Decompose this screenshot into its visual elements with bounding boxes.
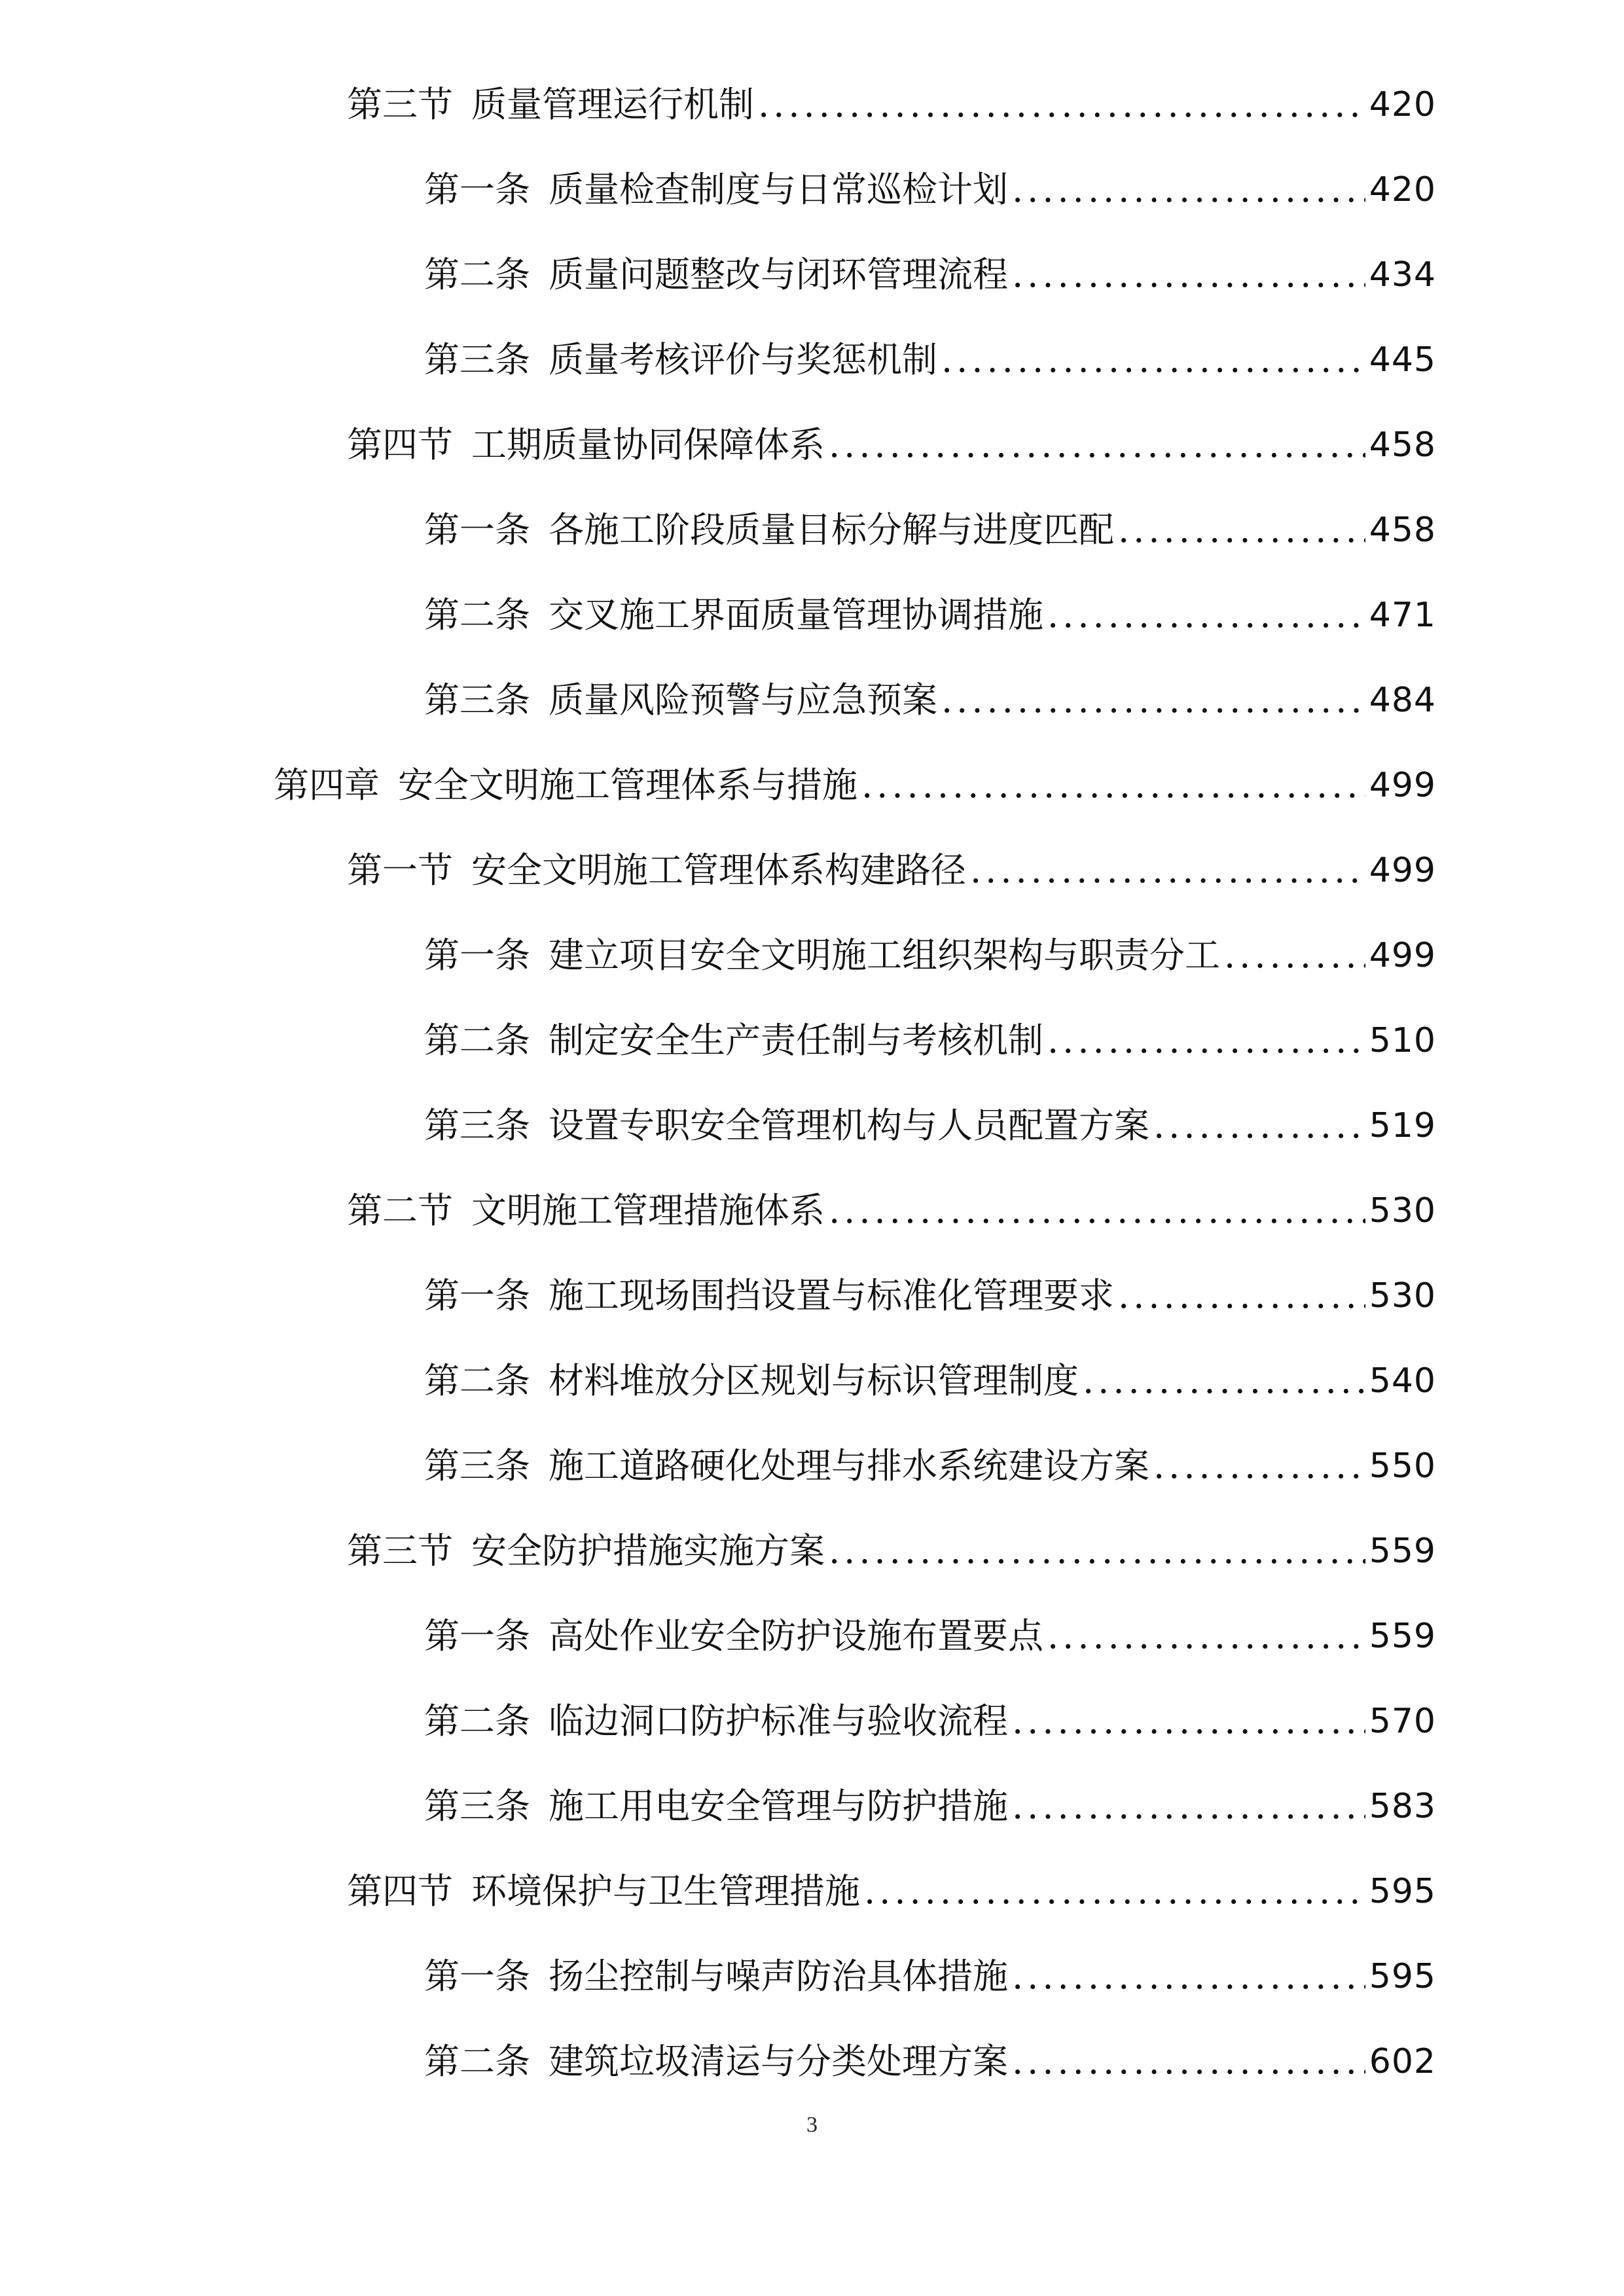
toc-dot-leader bbox=[1012, 164, 1365, 216]
toc-entry[interactable] bbox=[424, 334, 1436, 386]
toc-page-number: 420 bbox=[1369, 170, 1436, 209]
toc-title: 质量问题整改与闭环管理流程 bbox=[549, 254, 1008, 295]
toc-dot-leader bbox=[864, 1865, 1365, 1918]
toc-dot-leader bbox=[1012, 2036, 1365, 2088]
toc-entry[interactable] bbox=[347, 844, 1436, 897]
toc-page-number: 445 bbox=[1369, 340, 1436, 380]
toc-dot-leader bbox=[1012, 1950, 1365, 2003]
toc-title: 安全防护措施实施方案 bbox=[471, 1530, 825, 1571]
toc-entry[interactable] bbox=[347, 1525, 1436, 1577]
toc-entry[interactable] bbox=[424, 1440, 1436, 1492]
toc-title: 安全文明施工管理体系构建路径 bbox=[471, 850, 966, 891]
toc-page-number: 540 bbox=[1369, 1361, 1436, 1401]
toc-dot-leader bbox=[1012, 249, 1365, 301]
toc-page-number: 519 bbox=[1369, 1106, 1436, 1145]
toc-entry[interactable] bbox=[424, 249, 1436, 301]
toc-label: 第三条 bbox=[424, 1445, 530, 1486]
toc-entry[interactable] bbox=[424, 1610, 1436, 1662]
toc-dot-leader bbox=[941, 334, 1365, 386]
toc-entry[interactable] bbox=[424, 164, 1436, 216]
toc-title: 制定安全生产责任制与考核机制 bbox=[549, 1020, 1043, 1061]
toc-title: 施工现场围挡设置与标准化管理要求 bbox=[549, 1275, 1114, 1316]
toc-page-number: 550 bbox=[1369, 1446, 1436, 1486]
toc-page-number: 530 bbox=[1369, 1191, 1436, 1230]
toc-title: 质量风险预警与应急预案 bbox=[549, 679, 937, 721]
toc-page-number: 434 bbox=[1369, 255, 1436, 295]
toc-label: 第二条 bbox=[424, 254, 530, 295]
toc-dot-leader bbox=[1153, 1100, 1365, 1152]
toc-label: 第二条 bbox=[424, 1700, 530, 1742]
toc-page-number: 499 bbox=[1369, 766, 1436, 805]
toc-dot-leader bbox=[829, 1525, 1365, 1577]
toc-label: 第三节 bbox=[347, 84, 453, 125]
toc-title: 质量检查制度与日常巡检计划 bbox=[549, 169, 1008, 210]
toc-dot-leader bbox=[970, 844, 1365, 897]
toc-title: 工期质量协同保障体系 bbox=[471, 424, 825, 465]
toc-dot-leader bbox=[829, 1185, 1365, 1237]
toc-title: 建立项目安全文明施工组织架构与职责分工 bbox=[549, 935, 1220, 976]
toc-dot-leader bbox=[1118, 504, 1365, 556]
toc-title: 安全文明施工管理体系与措施 bbox=[398, 764, 857, 806]
toc-page-number: 420 bbox=[1369, 85, 1436, 124]
toc-page-number: 595 bbox=[1369, 1872, 1436, 1911]
toc-dot-leader bbox=[1153, 1440, 1365, 1492]
toc-title: 环境保护与卫生管理措施 bbox=[471, 1871, 860, 1912]
toc-label: 第二条 bbox=[424, 1020, 530, 1061]
toc-title: 质量管理运行机制 bbox=[471, 84, 754, 125]
toc-title: 设置专职安全管理机构与人员配置方案 bbox=[549, 1105, 1149, 1146]
toc-page-number: 499 bbox=[1369, 851, 1436, 890]
toc-entry[interactable] bbox=[424, 1270, 1436, 1322]
toc-label: 第四章 bbox=[274, 764, 380, 806]
toc-dot-leader bbox=[1012, 1780, 1365, 1833]
toc-entry[interactable] bbox=[424, 1780, 1436, 1833]
toc-entry[interactable] bbox=[424, 504, 1436, 556]
toc-entry[interactable] bbox=[424, 1100, 1436, 1152]
toc-dot-leader bbox=[758, 79, 1365, 131]
toc-entry[interactable] bbox=[424, 589, 1436, 641]
footer-page-number: 3 bbox=[806, 2113, 818, 2137]
toc-page-number: 510 bbox=[1369, 1021, 1436, 1060]
toc-label: 第二条 bbox=[424, 594, 530, 636]
toc-title: 建筑垃圾清运与分类处理方案 bbox=[549, 2041, 1008, 2082]
toc-dot-leader bbox=[1047, 1610, 1365, 1662]
toc-dot-leader bbox=[1224, 929, 1365, 982]
toc-title: 各施工阶段质量目标分解与进度匹配 bbox=[549, 509, 1114, 550]
toc-page-number: 559 bbox=[1369, 1617, 1436, 1656]
toc-label: 第二条 bbox=[424, 2041, 530, 2082]
toc-dot-leader bbox=[829, 419, 1365, 471]
toc-entry[interactable] bbox=[274, 759, 1436, 812]
toc-entry[interactable] bbox=[424, 1695, 1436, 1748]
toc-label: 第一节 bbox=[347, 850, 453, 891]
toc-label: 第三节 bbox=[347, 1530, 453, 1571]
toc-label: 第一条 bbox=[424, 169, 530, 210]
toc-label: 第二条 bbox=[424, 1360, 530, 1401]
toc-entry[interactable] bbox=[347, 419, 1436, 471]
toc-title: 文明施工管理措施体系 bbox=[471, 1190, 825, 1231]
toc-title: 扬尘控制与噪声防治具体措施 bbox=[549, 1956, 1008, 1997]
toc-label: 第一条 bbox=[424, 935, 530, 976]
toc-dot-leader bbox=[861, 759, 1365, 812]
toc-label: 第一条 bbox=[424, 1275, 530, 1316]
toc-label: 第二节 bbox=[347, 1190, 453, 1231]
toc-dot-leader bbox=[1083, 1355, 1365, 1407]
toc-dot-leader bbox=[941, 674, 1365, 726]
toc-dot-leader bbox=[1047, 1014, 1365, 1067]
toc-label: 第三条 bbox=[424, 679, 530, 721]
toc-entry[interactable] bbox=[424, 1355, 1436, 1407]
toc-title: 临边洞口防护标准与验收流程 bbox=[549, 1700, 1008, 1742]
toc-dot-leader bbox=[1012, 1695, 1365, 1748]
toc-dot-leader bbox=[1047, 589, 1365, 641]
toc-page-number: 559 bbox=[1369, 1532, 1436, 1571]
toc-page-number: 484 bbox=[1369, 681, 1436, 720]
toc-page-number: 458 bbox=[1369, 511, 1436, 550]
toc-label: 第四节 bbox=[347, 1871, 453, 1912]
toc-entry[interactable] bbox=[424, 2036, 1436, 2088]
toc-label: 第三条 bbox=[424, 1105, 530, 1146]
toc-entry[interactable] bbox=[347, 79, 1436, 131]
toc-page-number: 471 bbox=[1369, 596, 1436, 635]
toc-label: 第一条 bbox=[424, 1615, 530, 1657]
toc-dot-leader bbox=[1118, 1270, 1365, 1322]
toc-label: 第三条 bbox=[424, 339, 530, 380]
toc-page-number: 458 bbox=[1369, 425, 1436, 465]
toc-title: 施工用电安全管理与防护措施 bbox=[549, 1785, 1008, 1827]
toc-entry[interactable] bbox=[424, 929, 1436, 982]
toc-title: 质量考核评价与奖惩机制 bbox=[549, 339, 937, 380]
toc-entry[interactable] bbox=[424, 1950, 1436, 2003]
toc-page-number: 595 bbox=[1369, 1957, 1436, 1996]
toc-entry[interactable] bbox=[347, 1185, 1436, 1237]
toc-title: 施工道路硬化处理与排水系统建设方案 bbox=[549, 1445, 1149, 1486]
toc-page-number: 499 bbox=[1369, 936, 1436, 975]
toc-page-number: 583 bbox=[1369, 1787, 1436, 1826]
toc-page-number: 570 bbox=[1369, 1702, 1436, 1741]
toc-label: 第一条 bbox=[424, 509, 530, 550]
toc-entry[interactable] bbox=[347, 1865, 1436, 1918]
toc-label: 第一条 bbox=[424, 1956, 530, 1997]
toc-page-number: 530 bbox=[1369, 1276, 1436, 1316]
toc-title: 材料堆放分区规划与标识管理制度 bbox=[549, 1360, 1079, 1401]
toc-title: 高处作业安全防护设施布置要点 bbox=[549, 1615, 1043, 1657]
toc-entry[interactable] bbox=[424, 674, 1436, 726]
toc-page-number: 602 bbox=[1369, 2042, 1436, 2081]
toc-entry[interactable] bbox=[424, 1014, 1436, 1067]
toc-title: 交叉施工界面质量管理协调措施 bbox=[549, 594, 1043, 636]
toc-label: 第四节 bbox=[347, 424, 453, 465]
toc-label: 第三条 bbox=[424, 1785, 530, 1827]
